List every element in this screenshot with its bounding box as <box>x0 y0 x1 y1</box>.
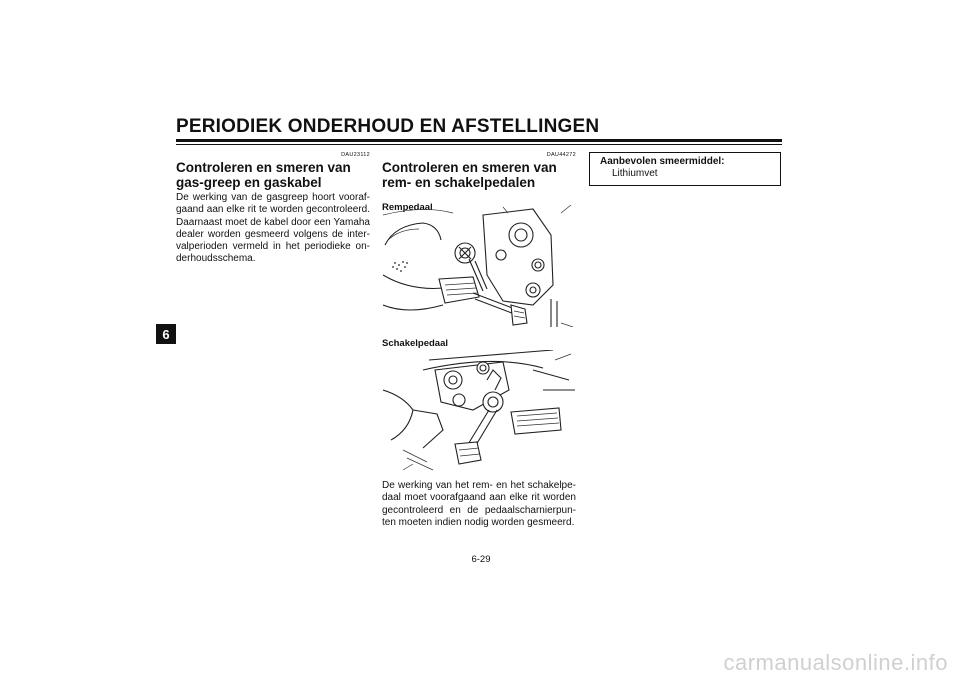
section-body: De werking van de gasgreep hoort vooraf-gaand aan elke rit te worden gecontroleerd. Daarnaast moet de kabel door een Yamaha dealer worden gesmeerd volgens de inter-valperioden vermeld in het periodieke on-derhoudsschema. <box>176 192 370 265</box>
section-code: DAU23112 <box>341 152 370 158</box>
section-title: Controleren en smeren van gas-greep en gaskabel <box>176 160 351 190</box>
brake-pedal-illustration <box>383 205 575 327</box>
brake-area-stipple <box>392 261 408 272</box>
lubricant-value: Lithiumvet <box>612 168 658 179</box>
shift-pedal-illustration <box>383 350 575 474</box>
section-throttle <box>176 151 370 266</box>
watermark: carmanualsonline.info <box>723 650 948 675</box>
header-rule-thin <box>176 144 782 145</box>
lubricant-box <box>589 152 781 186</box>
section-code: DAU44272 <box>546 152 576 158</box>
section-body: De werking van het rem- en het schakelpe-daal moet voorafgaand aan elke rit worden gecontroleerd en de pedaalscharnierpun-ten moeten indien nodig worden gesmeerd. <box>382 480 576 528</box>
page-number: 6-29 <box>471 554 491 565</box>
page-header-title: PERIODIEK ONDERHOUD EN AFSTELLINGEN <box>176 116 600 137</box>
subheading-shift-pedal: Schakelpedaal <box>382 338 449 349</box>
subheading-brake-pedal: Rempedaal <box>382 202 433 213</box>
chapter-tab: 6 <box>156 324 176 344</box>
pedals-body-container <box>382 480 576 529</box>
header-rule-thick <box>176 139 782 142</box>
lubricant-title: Aanbevolen smeermiddel: <box>600 156 725 167</box>
section-title: Controleren en smeren van rem- en schakelpedalen <box>382 160 557 190</box>
